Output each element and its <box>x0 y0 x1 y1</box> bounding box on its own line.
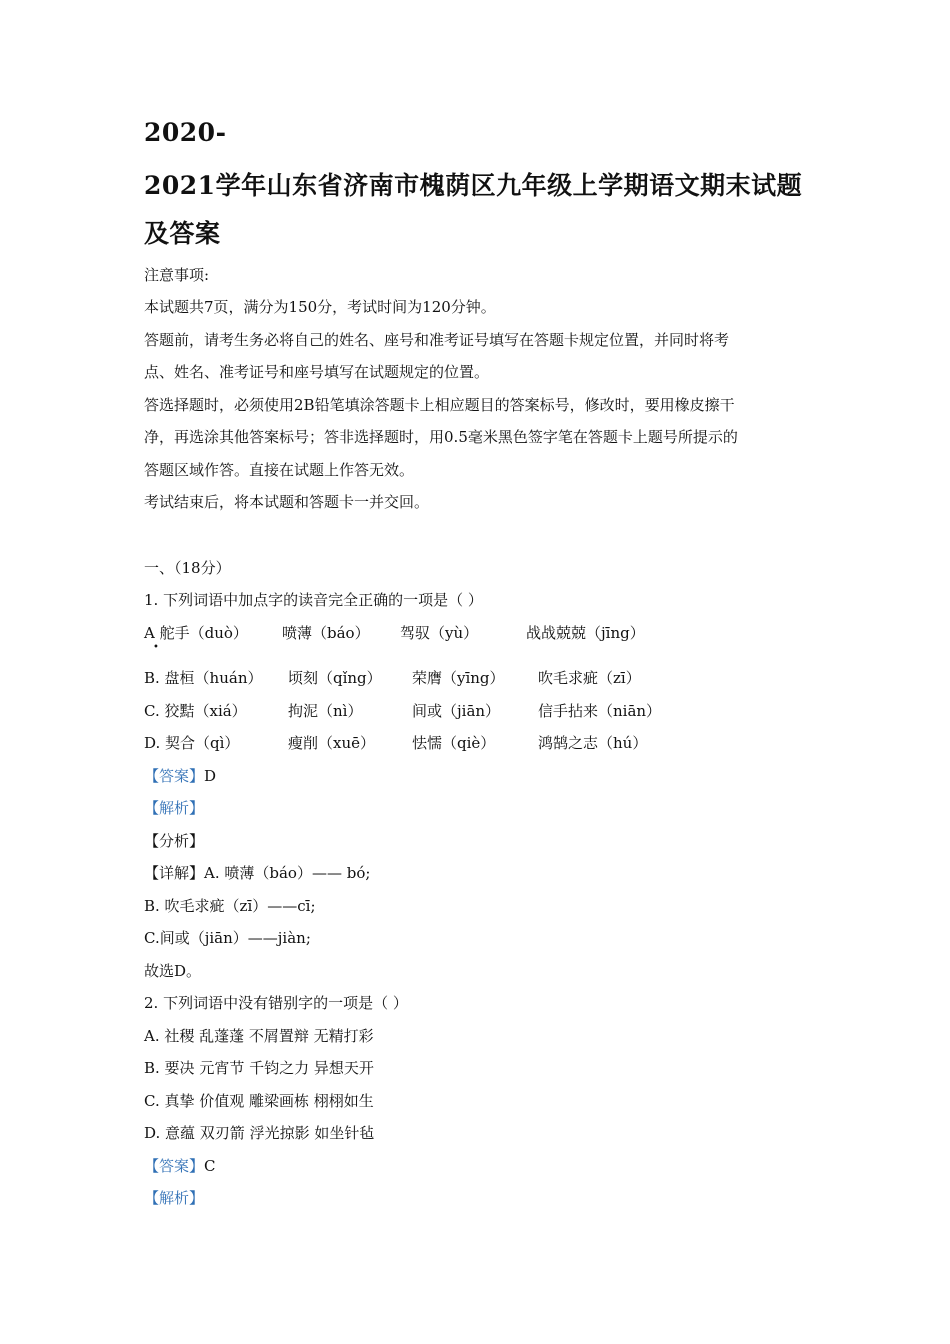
q1-option-b-2: 顷刻（qǐng） <box>288 669 382 687</box>
q1-option-c-4: 信手拈来（niān） <box>538 702 662 720</box>
q1-fenxi-label: 【分析】 <box>144 832 205 850</box>
q1-detail-line-2: B. 吹毛求疵（zī）——cī; <box>144 897 316 915</box>
q1-option-c-3: 间或（jiān） <box>412 702 501 720</box>
q1-option-a-4: 战战兢兢（jīng） <box>526 624 645 642</box>
notice-line: 考试结束后，将本试题和答题卡一并交回。 <box>144 493 430 511</box>
q2-option-a: A. 社稷 乱蓬蓬 不屑置辩 无精打彩 <box>144 1027 374 1045</box>
q1-option-a-2: 喷薄（báo） <box>282 624 370 642</box>
question-2-stem: 2. 下列词语中没有错别字的一项是（ ） <box>144 994 408 1012</box>
notice-line: 点、姓名、准考证号和座号填写在试题规定的位置。 <box>144 363 490 381</box>
doc-title-line-3: 及答案 <box>144 219 221 248</box>
q1-answer <box>144 766 216 786</box>
q1-option-d-4: 鸿鹄之志（hú） <box>538 734 648 752</box>
q2-analysis-label: 【解析】 <box>144 1189 205 1207</box>
notice-line: 本试题共7页，满分为150分，考试时间为120分钟。 <box>144 298 496 316</box>
notice-line: 净，再选涂其他答案标号；答非选择题时，用0.5毫米黑色签字笔在答题卡上题号所提示的 <box>144 428 738 446</box>
q1-option-b-1: B. 盘桓（huán） <box>144 669 263 687</box>
detail-label: 【详解】 <box>144 864 205 882</box>
notice-line: 答题区域作答。直接在试题上作答无效。 <box>144 461 415 479</box>
notice-heading: 注意事项: <box>144 266 210 284</box>
section-heading: 一、（18分） <box>144 559 231 577</box>
q1-option-b-3: 荣膺（yīng） <box>412 669 505 687</box>
q1-option-d-3: 怯懦（qiè） <box>412 734 496 752</box>
q1-option-d-2: 瘦削（xuē） <box>288 734 375 752</box>
q2-option-b: B. 要决 元宵节 千钧之力 异想天开 <box>144 1059 374 1077</box>
question-1-stem: 1. 下列词语中加点字的读音完全正确的一项是（ ） <box>144 591 483 609</box>
answer-label: 【答案】 <box>144 1157 205 1175</box>
q1-detail-line-1 <box>144 863 370 883</box>
q1-option-b-4: 吹毛求疵（zī） <box>538 669 641 687</box>
doc-title-line-2: 2021学年山东省济南市槐荫区九年级上学期语文期末试题 <box>144 171 803 200</box>
q1-option-a-1: A 舵手（duò） <box>144 624 248 642</box>
q2-option-c: C. 真挚 价值观 雕梁画栋 栩栩如生 <box>144 1092 374 1110</box>
emphasis-dot-icon: • <box>153 642 159 653</box>
doc-title-line-1: 2020- <box>144 118 227 147</box>
answer-value: C <box>204 1157 216 1175</box>
q1-detail-line-3: C.间或（jiān）——jiàn; <box>144 929 311 947</box>
q1-option-a-3: 驾驭（yù） <box>400 624 479 642</box>
q1-detail-line-4: 故选D。 <box>144 962 202 980</box>
q1-option-c-1: C. 狡黠（xiá） <box>144 702 247 720</box>
detail-text: A. 喷薄（báo）—— bó; <box>204 864 371 882</box>
notice-line: 答选择题时，必须使用2B铅笔填涂答题卡上相应题目的答案标号，修改时，要用橡皮擦干 <box>144 396 735 414</box>
q1-option-c-2: 拘泥（nì） <box>288 702 363 720</box>
notice-line: 答题前，请考生务必将自己的姓名、座号和准考证号填写在答题卡规定位置，并同时将考 <box>144 331 730 349</box>
q2-option-d: D. 意蕴 双刃箭 浮光掠影 如坐针毡 <box>144 1124 375 1142</box>
q1-option-d-1: D. 契合（qì） <box>144 734 240 752</box>
q2-answer <box>144 1156 216 1176</box>
q1-analysis-label: 【解析】 <box>144 799 205 817</box>
answer-label: 【答案】 <box>144 767 205 785</box>
answer-value: D <box>204 767 217 785</box>
